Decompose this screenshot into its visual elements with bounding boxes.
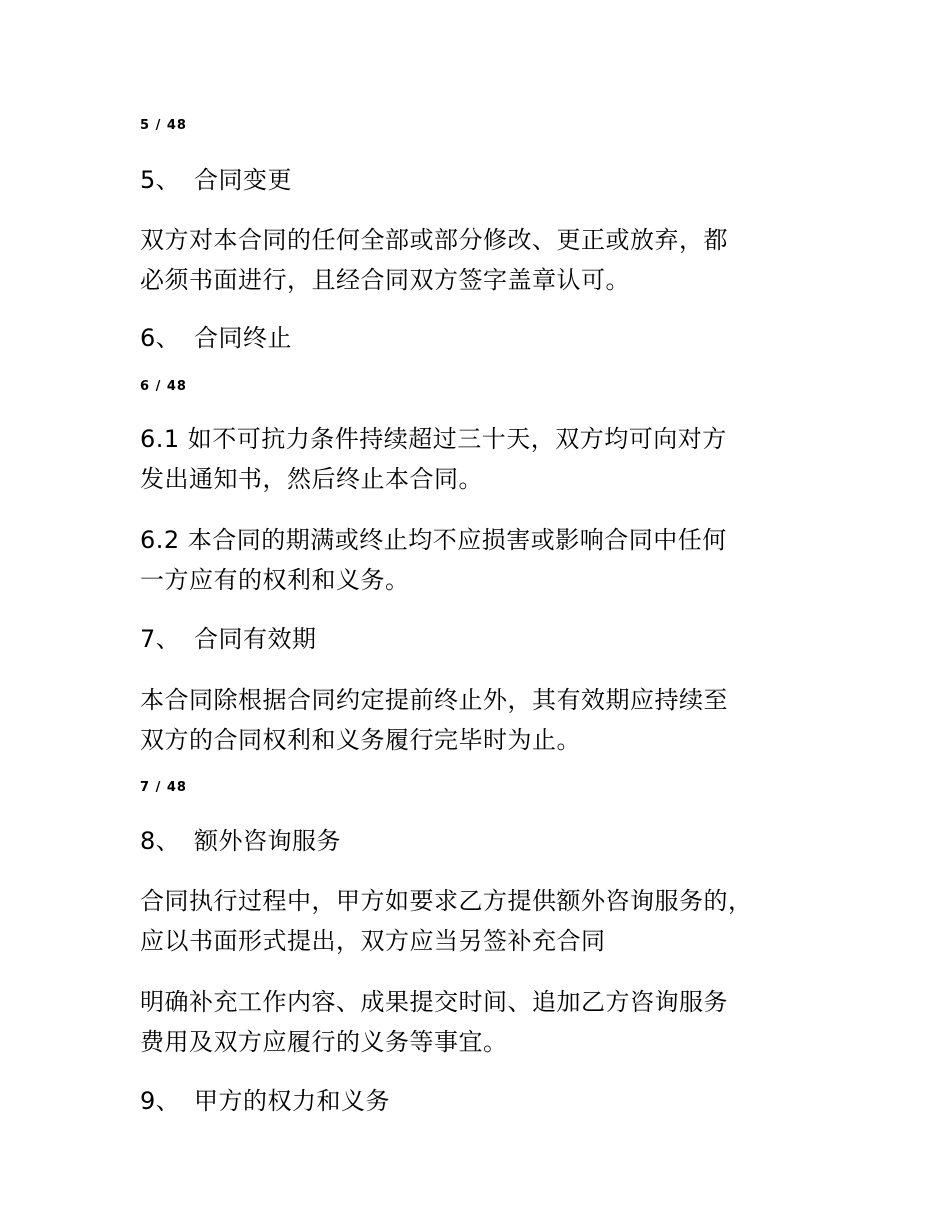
text-line: 一方应有的权利和义务。 xyxy=(140,566,410,594)
page-number-marker: 6 / 48 xyxy=(140,379,187,394)
text-line: 6.1 如不可抗力条件持续超过三十天，双方均可向对方 xyxy=(140,425,727,453)
text-line: 本合同除根据合同约定提前终止外，其有效期应持续至 xyxy=(140,686,728,714)
section-number: 6、 xyxy=(140,324,181,352)
paragraph-validity xyxy=(140,680,820,760)
text-line: 合同执行过程中，甲方如要求乙方提供额外咨询服务的， xyxy=(140,887,753,915)
section-title: 甲方的权力和义务 xyxy=(194,1087,390,1115)
section-title: 合同终止 xyxy=(194,324,292,352)
paragraph-contract-change xyxy=(140,220,820,300)
section-title: 额外咨询服务 xyxy=(194,827,341,855)
section-heading-9 xyxy=(140,1085,390,1117)
text-line: 6.2 本合同的期满或终止均不应损害或影响合同中任何 xyxy=(140,526,727,554)
text-line: 必须书面进行，且经合同双方签字盖章认可。 xyxy=(140,266,630,294)
text-line: 应以书面形式提出，双方应当另签补充合同 xyxy=(140,927,606,955)
section-number: 9、 xyxy=(140,1087,181,1115)
section-title: 合同变更 xyxy=(194,166,292,194)
text-line: 费用及双方应履行的义务等事宜。 xyxy=(140,1028,508,1056)
section-number: 5、 xyxy=(140,166,181,194)
section-number: 7、 xyxy=(140,625,181,653)
section-title: 合同有效期 xyxy=(194,625,317,653)
text-line: 双方的合同权利和义务履行完毕时为止。 xyxy=(140,726,581,754)
page-number-marker: 7 / 48 xyxy=(140,780,187,795)
section-heading-6 xyxy=(140,322,292,354)
paragraph-6-2 xyxy=(140,520,820,600)
text-line: 发出通知书，然后终止本合同。 xyxy=(140,465,483,493)
section-heading-8 xyxy=(140,825,341,857)
text-line: 明确补充工作内容、成果提交时间、追加乙方咨询服务 xyxy=(140,988,728,1016)
section-heading-5 xyxy=(140,164,292,196)
section-number: 8、 xyxy=(140,827,181,855)
page-number-marker: 5 / 48 xyxy=(140,118,187,133)
paragraph-supplementary-contract xyxy=(140,982,820,1062)
section-heading-7 xyxy=(140,623,317,655)
paragraph-extra-services xyxy=(140,881,820,961)
paragraph-6-1 xyxy=(140,419,820,499)
text-line: 双方对本合同的任何全部或部分修改、更正或放弃，都 xyxy=(140,226,728,254)
